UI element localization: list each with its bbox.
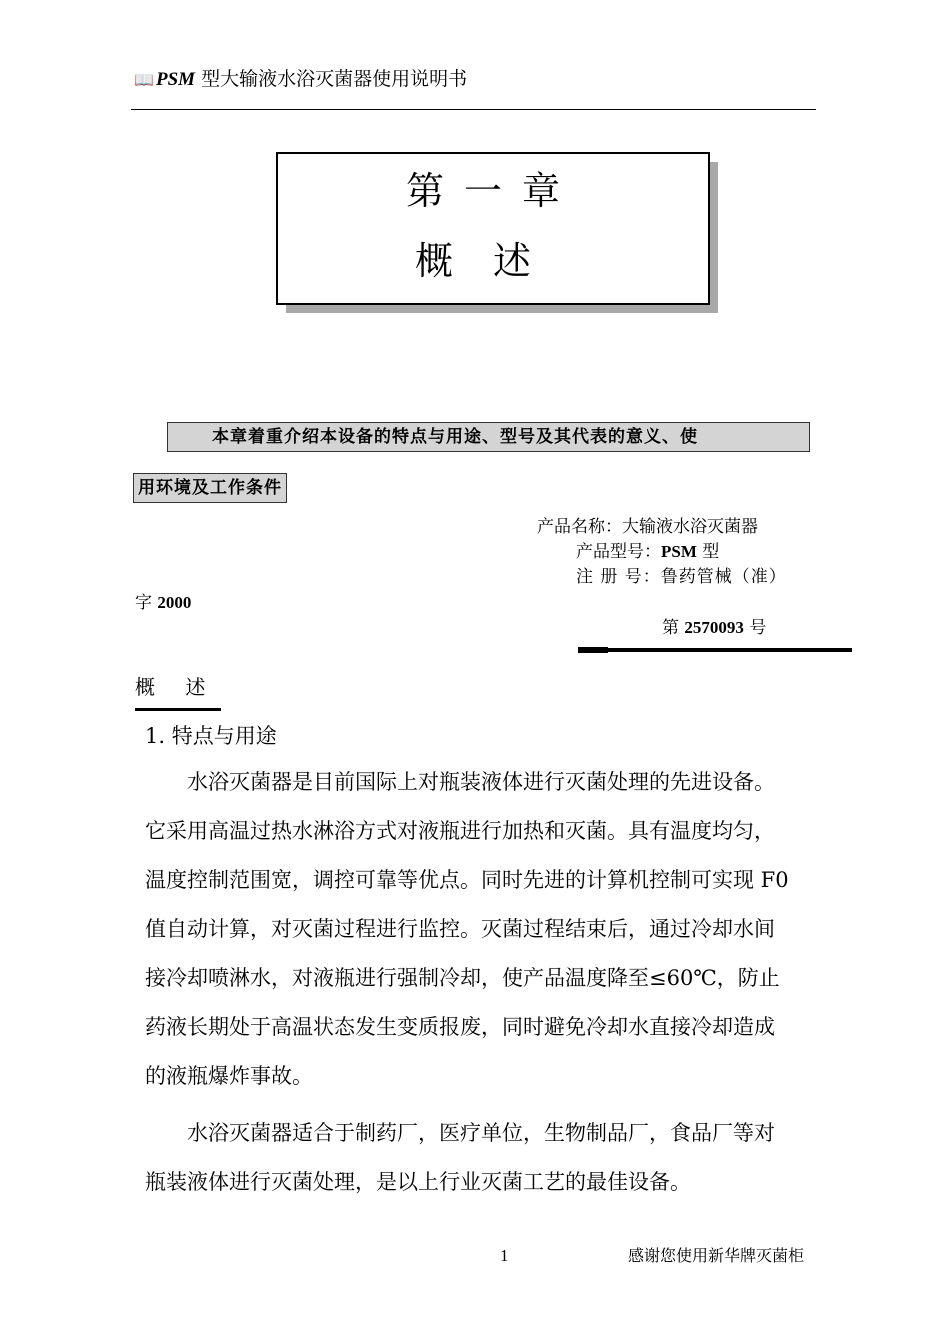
paragraph-applications — [145, 1109, 817, 1207]
paragraph-line: 它采用高温过热水淋浴方式对液瓶进行加热和灭菌。具有温度均匀， — [145, 819, 775, 843]
page-header — [134, 64, 467, 91]
header-title: 型大输液水浴灭菌器使用说明书 — [201, 68, 468, 90]
product-model: 产品型号：PSM 型 — [576, 542, 720, 562]
paragraph-line: 温度控制范围宽，调控可靠等优点。同时先进的计算机控制可实现 F0 — [145, 868, 789, 892]
page-number: 1 — [500, 1246, 509, 1265]
footer-slogan: 感谢您使用新华牌灭菌柜 — [628, 1246, 805, 1265]
header-divider — [131, 109, 816, 110]
book-icon: 📖 — [134, 70, 154, 89]
product-name: 产品名称：大输液水浴灭菌器 — [537, 517, 758, 537]
paragraph-line: 接冷却喷淋水，对液瓶进行强制冷却，使产品温度降至≤60℃，防止 — [145, 966, 780, 990]
paragraph-line: 瓶装液体进行灭菌处理，是以上行业灭菌工艺的最佳设备。 — [145, 1170, 691, 1194]
paragraph-line: 值自动计算，对灭菌过程进行监控。灭菌过程结束后，通过冷却水间 — [145, 917, 775, 941]
section-title: 概 述 — [135, 675, 206, 699]
registration-number: 注 册 号：鲁药管械（准） — [576, 567, 787, 587]
chapter-intro-line1: 本章着重介绍本设备的特点与用途、型号及其代表的意义、使 — [167, 422, 810, 452]
registration-line2: 字 2000 — [135, 593, 192, 613]
chapter-intro-line2: 用环境及工作条件 — [133, 473, 287, 503]
chapter-title: 概述 — [414, 239, 571, 283]
paragraph-line: 水浴灭菌器适合于制药厂，医疗单位，生物制品厂，食品厂等对 — [187, 1121, 775, 1145]
section-title-underline — [135, 708, 221, 711]
header-model: PSM — [156, 69, 196, 90]
paragraph-line: 药液长期处于高温状态发生变质报废，同时避免冷却水直接冷却造成 — [145, 1015, 775, 1039]
paragraph-line: 水浴灭菌器是目前国际上对瓶装液体进行灭菌处理的先进设备。 — [187, 770, 775, 794]
registration-line3: 第 2570093 号 — [662, 618, 767, 638]
paragraph-line: 的液瓶爆炸事故。 — [145, 1064, 313, 1088]
paragraph-features — [145, 758, 817, 1101]
subsection-heading: 1. 特点与用途 — [145, 724, 277, 748]
chapter-number: 第一章 — [405, 169, 580, 213]
info-divider — [578, 648, 852, 652]
